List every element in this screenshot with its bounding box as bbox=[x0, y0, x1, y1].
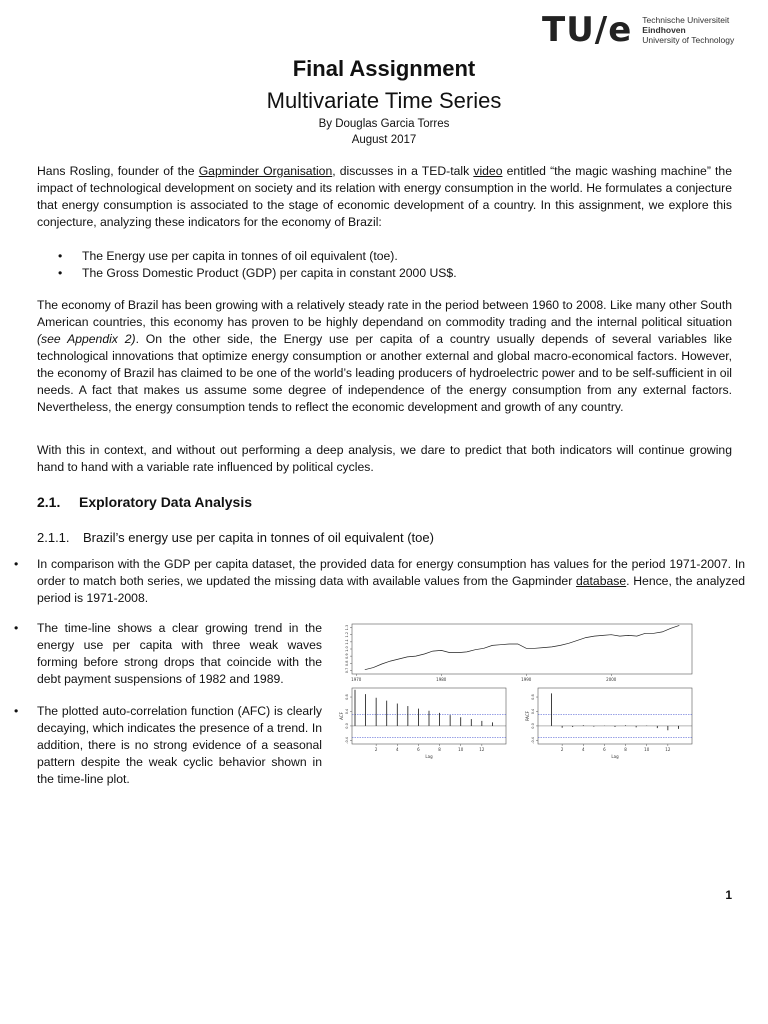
y-tick-label: 0.4 bbox=[531, 708, 535, 715]
energy-series-line bbox=[365, 625, 680, 669]
x-tick-label: 1980 bbox=[436, 677, 447, 682]
logo-text bbox=[642, 15, 734, 45]
pacf-plot bbox=[525, 688, 692, 759]
x-tick-label: 1990 bbox=[521, 677, 532, 682]
bullet-text: The plotted auto-correlation function (AFC) is clearly decaying, which indicates the presence of a trend. In addition, there is no strong evidence of a seasonal pattern despite the weak cyclic behavior shown in the time-line plot. bbox=[37, 704, 322, 786]
document-title: Final Assignment bbox=[292, 56, 476, 81]
bullet-text: The time-line shows a clear growing trend in the energy use per capita with three weak waves forming before strong drops that coincide with the debt payment suspensions of 1982 and 1989. bbox=[37, 621, 322, 686]
context-paragraph: With this in context, and without out performing a deep analysis, we dare to predict that both indicators will continue growing hand to hand with a variable rate influenced by political cycles. bbox=[37, 443, 732, 474]
x-tick-label: 2 bbox=[374, 747, 378, 752]
y-tick-label: -0.4 bbox=[345, 736, 349, 744]
indicator-list bbox=[58, 248, 728, 282]
logo-line-3: University of Technology bbox=[642, 35, 735, 45]
bullet-icon: • bbox=[14, 621, 19, 635]
x-tick-label: 2 bbox=[560, 747, 564, 752]
y-tick-label: 0.4 bbox=[345, 708, 349, 715]
y-tick-label: 0.8 bbox=[531, 694, 535, 700]
intro-text-2: , discusses in a TED-talk bbox=[332, 164, 474, 178]
y-tick-label: 0.9 bbox=[345, 653, 349, 659]
document-author: By Douglas Garcia Torres bbox=[318, 118, 450, 130]
y-tick-label: 1.0 bbox=[345, 646, 349, 652]
list-item: • The Gross Domestic Product (GDP) per capita in constant 2000 US$. bbox=[58, 265, 728, 282]
y-tick-label: 1.1 bbox=[345, 639, 349, 645]
x-tick-label: 4 bbox=[582, 747, 585, 752]
page-number: 1 bbox=[725, 888, 732, 902]
intro-paragraph bbox=[37, 163, 732, 231]
x-axis-label: Lag bbox=[611, 754, 619, 759]
intro-text-1: Hans Rosling, founder of the bbox=[37, 164, 199, 178]
y-tick-label: 1.2 bbox=[345, 631, 349, 638]
plot-frame bbox=[538, 688, 692, 744]
x-axis-label: Lag bbox=[425, 754, 433, 759]
section-title: Exploratory Data Analysis bbox=[79, 494, 252, 510]
document-date: August 2017 bbox=[351, 134, 417, 146]
economy-text-1: The economy of Brazil has been growing with a relatively steady rate in the period between 1960 to 2008. Like many other South American countries, this economy has proven to be highly dependand on commodity trading and the internal political situation bbox=[37, 298, 732, 329]
x-tick-label: 8 bbox=[438, 747, 441, 752]
economy-paragraph bbox=[37, 297, 732, 416]
list-item bbox=[14, 620, 324, 690]
section-number: 2.1. bbox=[37, 494, 61, 510]
x-tick-label: 12 bbox=[665, 747, 671, 752]
y-tick-label: 0.0 bbox=[531, 723, 535, 729]
b1-text-2: . Hence, the analyzed period is 1971-2008. bbox=[37, 574, 745, 605]
subsection-number: 2.1.1. bbox=[37, 530, 70, 545]
video-link[interactable]: video bbox=[473, 164, 503, 178]
appendix-reference: (see Appendix 2) bbox=[37, 332, 136, 346]
list-item bbox=[14, 703, 324, 789]
tue-logo bbox=[542, 12, 734, 48]
y-tick-label: 0.0 bbox=[345, 723, 349, 729]
timeseries-plot bbox=[345, 624, 692, 682]
x-tick-label: 6 bbox=[417, 747, 420, 752]
y-tick-label: 0.8 bbox=[345, 694, 349, 700]
x-tick-label: 8 bbox=[624, 747, 627, 752]
bullet-icon: • bbox=[14, 704, 19, 718]
y-axis-label: PACF bbox=[525, 711, 530, 721]
bullet-icon: • bbox=[14, 557, 19, 571]
x-tick-label: 10 bbox=[458, 747, 464, 752]
b1-text-1: In comparison with the GDP per capita dataset, the provided data for energy consumption has values for the period 1971-2007. In order to match both series, we updated the missing data with available values from the Gapminder bbox=[37, 557, 745, 588]
y-axis-label: ACF bbox=[339, 712, 344, 720]
section-heading bbox=[37, 494, 252, 510]
y-tick-label: 1.3 bbox=[345, 624, 349, 631]
logo-line-2: Eindhoven bbox=[642, 25, 686, 35]
y-tick-label: 0.8 bbox=[345, 660, 349, 667]
subsection-title: Brazil’s energy use per capita in tonnes of oil equivalent (toe) bbox=[83, 530, 434, 545]
document-subtitle: Multivariate Time Series bbox=[266, 88, 502, 113]
subsection-heading bbox=[37, 530, 434, 545]
plot-frame bbox=[352, 624, 692, 674]
x-tick-label: 10 bbox=[644, 747, 650, 752]
bullet-text bbox=[37, 556, 745, 607]
database-link[interactable]: database bbox=[575, 574, 627, 588]
x-tick-label: 12 bbox=[479, 747, 485, 752]
economy-text-2: . On the other side, the Energy use per capita of a country usually depends of several variables like technological innovations that optimize energy consumption or another external and global macro-economical factors. However, the economy of Brazil has claimed to be one of the world’s leading producers of hydroelectric power and to be self-sufficient in oil needs. A fact that makes us assume some degree of independence of the energy consumption from any external factors. Nevertheless, the energy consumption tends to reflect the economic development and growth of any country. bbox=[37, 332, 733, 414]
logo-line-1: Technische Universiteit bbox=[642, 15, 730, 25]
list-item: • The Energy use per capita in tonnes of oil equivalent (toe). bbox=[58, 248, 728, 265]
list-item bbox=[14, 556, 745, 608]
logo-mark: TU/e bbox=[542, 10, 633, 50]
timeseries-figure bbox=[338, 620, 698, 770]
x-tick-label: 1970 bbox=[351, 677, 362, 682]
x-tick-label: 6 bbox=[603, 747, 606, 752]
intro-text-3: entitled “the magic washing machine” the impact of technological development on society and its relation with energy consumption in the world. He formulates a conjecture that energy consumption is associated to the stage of economic development of a country. In this assignment, we explore this conjecture, analyzing these indicators for the economy of Brazil: bbox=[37, 164, 732, 229]
x-tick-label: 2000 bbox=[606, 677, 617, 682]
acf-plot bbox=[339, 688, 506, 759]
y-tick-label: 0.7 bbox=[345, 667, 349, 674]
gapminder-link[interactable]: Gapminder Organisation bbox=[198, 164, 333, 178]
y-tick-label: -0.4 bbox=[531, 736, 535, 744]
x-tick-label: 4 bbox=[396, 747, 399, 752]
